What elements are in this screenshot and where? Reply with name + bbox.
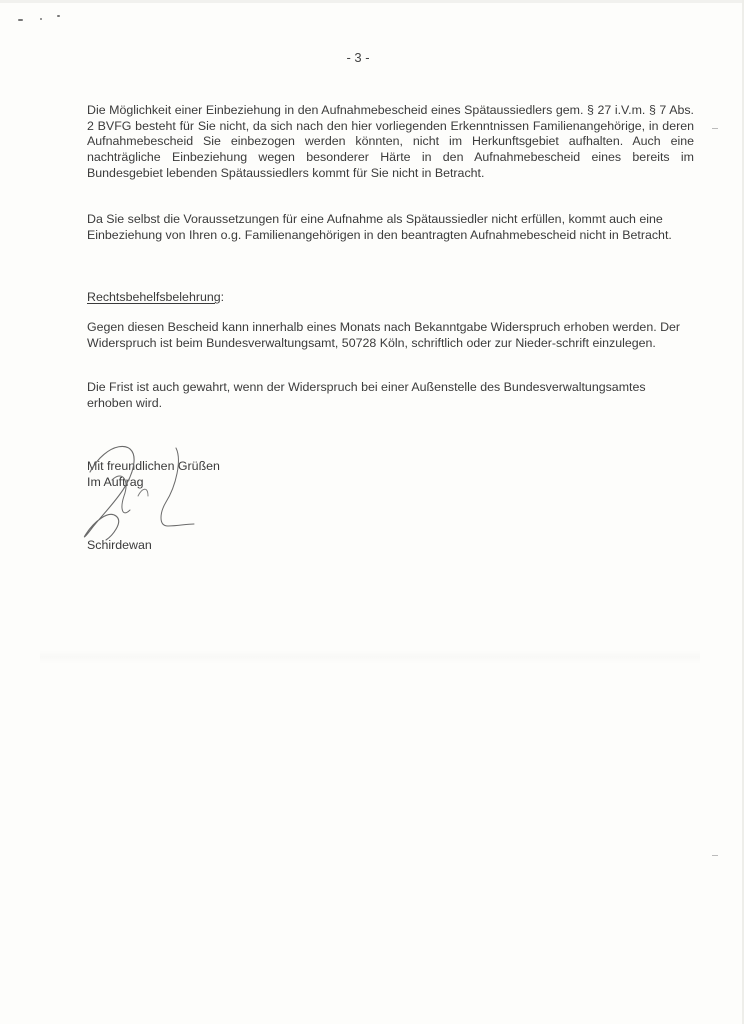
scan-speck	[57, 15, 60, 17]
scan-shadow-band	[40, 650, 700, 664]
paragraph-family-members: Da Sie selbst die Voraussetzungen für eine Aufnahme als Spätaussiedler nicht erfüllen, kommt auch eine Einbeziehung von Ihren o.g. Familienangehörigen in den beantragten Aufnahmebescheid nicht in Betracht.	[87, 212, 672, 242]
signer-name: Schirdewan	[87, 538, 152, 552]
scan-speck	[40, 18, 42, 20]
scan-speck	[18, 19, 23, 21]
legal-remedy-heading-text: Rechtsbehelfsbelehrung	[87, 290, 221, 304]
handwritten-signature	[78, 440, 208, 550]
scan-mark	[712, 855, 718, 856]
page-number: - 3 -	[346, 50, 370, 65]
closing-greeting: Mit freundlichen Grüßen	[87, 459, 220, 473]
legal-remedy-heading-colon: :	[220, 290, 225, 304]
legal-remedy-heading	[87, 290, 224, 304]
scan-edge-top	[0, 0, 744, 3]
closing-on-behalf: Im Auftrag	[87, 474, 144, 489]
paragraph-inclusion: Die Möglichkeit einer Einbeziehung in den Aufnahmebescheid eines Spätaussiedlers gem. § 27 i.V.m. § 7 Abs. 2 BVFG besteht für Sie nicht, da sich nach den hier vorliegenden Erkenntnissen Familienangehörige, in deren Aufnahmebescheid Sie einbezogen werden könnten, nicht im Herkunftsgebiet aufhalten. Auch eine nachträgliche Einbeziehung wegen besonderer Härte in den Aufnahmebescheid eines bereits im Bundesgebiet lebenden Spätaussiedlers kommt für Sie nicht in Betracht.	[87, 103, 694, 180]
paragraph-objection: Gegen diesen Bescheid kann innerhalb eines Monats nach Bekanntgabe Widerspruch erhoben werden. Der Widerspruch ist beim Bundesverwaltungsamt, 50728 Köln, schriftlich oder zur Nieder-schrift einzulegen.	[87, 320, 681, 350]
scan-mark	[712, 128, 718, 129]
paragraph-deadline: Die Frist ist auch gewahrt, wenn der Widerspruch bei einer Außenstelle des Bundesverwaltungsamtes erhoben wird.	[87, 380, 646, 410]
